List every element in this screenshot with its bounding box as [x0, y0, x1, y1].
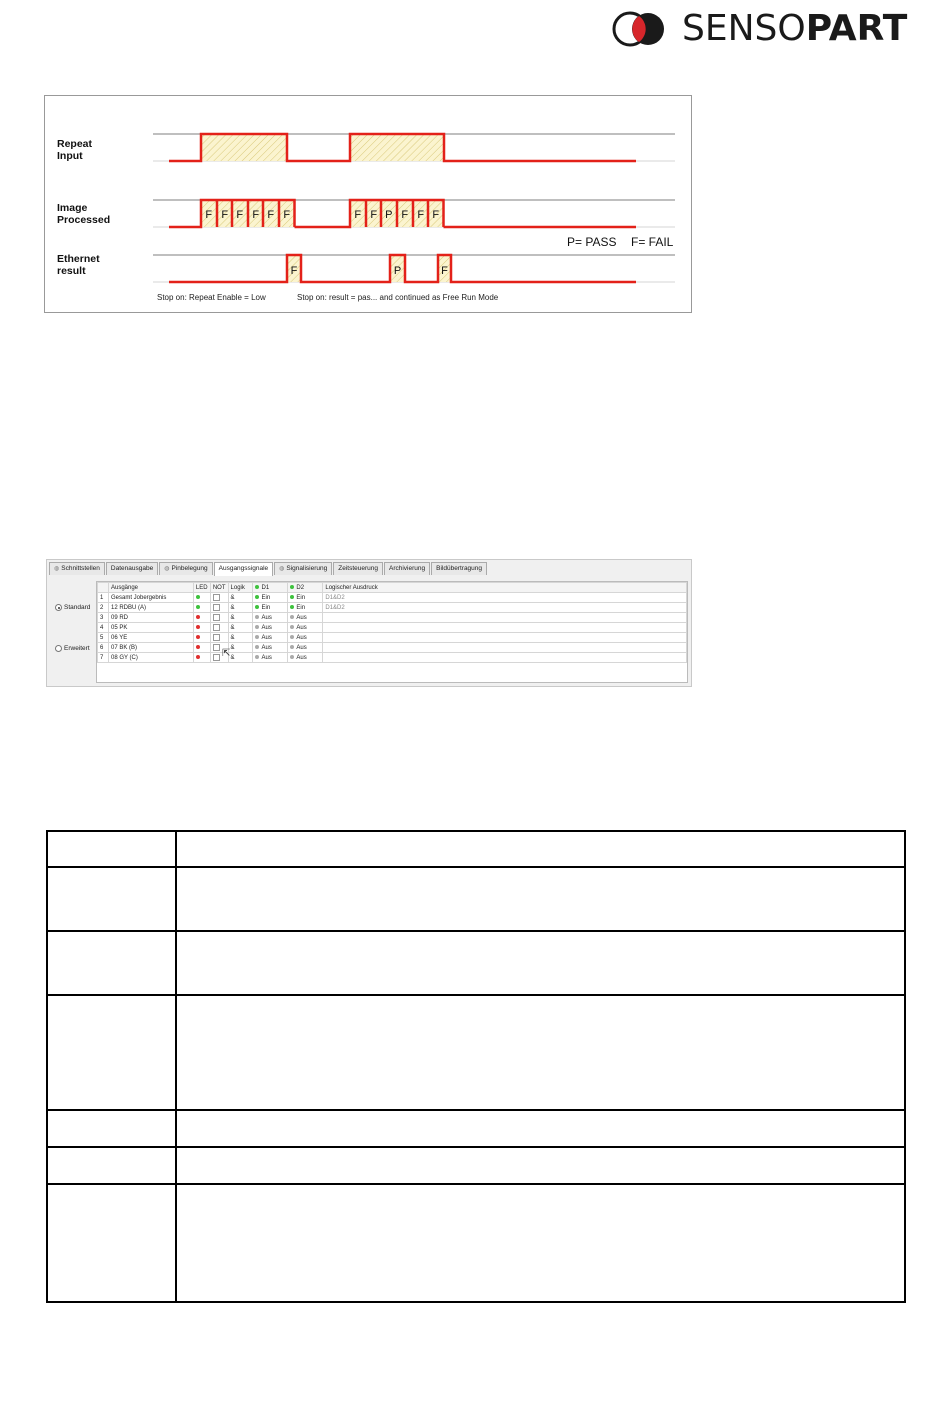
- image-result-label: F: [252, 209, 260, 221]
- not-checkbox[interactable]: [213, 644, 220, 651]
- output-signals-screenshot: [46, 559, 692, 687]
- status-dot-icon: [255, 585, 259, 589]
- d2-value: Aus: [296, 654, 307, 661]
- table-cell: [47, 831, 176, 867]
- row-number: 3: [98, 613, 109, 623]
- timing-svg: [45, 96, 691, 312]
- header-expression: Logischer Ausdruck: [323, 583, 687, 593]
- table-cell: [176, 867, 905, 931]
- row-label-line: Ethernet: [57, 253, 100, 265]
- d1-value: Aus: [261, 634, 272, 641]
- led-indicator-icon: [196, 595, 200, 599]
- mode-label: Erweitert: [64, 645, 90, 653]
- table-cell: [47, 1110, 176, 1147]
- d2-cell[interactable]: [288, 623, 323, 633]
- logo-wordmark-bold: PART: [805, 8, 908, 49]
- d1-cell[interactable]: [253, 633, 288, 643]
- tab-bar: [49, 562, 488, 576]
- header-not: NOT: [210, 583, 228, 593]
- repeat-active-region: [201, 134, 287, 161]
- row-label-image-processed: [57, 202, 110, 226]
- header-outputs: Ausgänge: [108, 583, 193, 593]
- output-name: 08 GY (C): [108, 653, 193, 663]
- header-led: LED: [193, 583, 210, 593]
- output-name: 07 BK (B): [108, 643, 193, 653]
- d1-cell[interactable]: [253, 623, 288, 633]
- not-cell: [210, 613, 228, 623]
- tab-label: Pinbelegung: [171, 565, 208, 572]
- tab-label: Schnittstellen: [61, 565, 100, 572]
- led-indicator-icon: [196, 625, 200, 629]
- status-dot-icon: [255, 635, 259, 639]
- image-result-label: F: [354, 209, 362, 221]
- grid-header-row: [98, 583, 687, 593]
- d2-value: Ein: [296, 604, 306, 611]
- tab-label: Ausgangssignale: [218, 565, 269, 572]
- grid-body: [98, 593, 687, 663]
- image-result-label: F: [401, 209, 409, 221]
- logic-cell[interactable]: &: [228, 593, 253, 603]
- image-result-label: F: [221, 209, 229, 221]
- image-result-label: P: [385, 209, 393, 221]
- header-logic: Logik: [228, 583, 253, 593]
- header-d1: [253, 583, 288, 593]
- table-row: [47, 831, 905, 867]
- mode-label: Standard: [64, 604, 91, 612]
- expression-cell[interactable]: [323, 613, 687, 623]
- status-dot-icon: [255, 625, 259, 629]
- table-cell: [47, 1184, 176, 1302]
- header-d2: [288, 583, 323, 593]
- image-result-label: F: [432, 209, 440, 221]
- led-indicator-icon: [196, 635, 200, 639]
- led-indicator-icon: [196, 605, 200, 609]
- output-name: Gesamt Jobergebnis: [108, 593, 193, 603]
- globe-icon: ◍: [54, 566, 60, 572]
- status-dot-icon: [290, 625, 294, 629]
- not-cell: [210, 603, 228, 613]
- table-row[interactable]: [98, 613, 687, 623]
- table-row[interactable]: [98, 633, 687, 643]
- led-cell: [193, 643, 210, 653]
- led-indicator-icon: [196, 645, 200, 649]
- table-row[interactable]: [98, 603, 687, 613]
- legend-pass: P= PASS: [567, 235, 617, 249]
- row-number: 5: [98, 633, 109, 643]
- led-cell: [193, 633, 210, 643]
- logo-mark-icon: [612, 10, 668, 48]
- row-label-ethernet-result: [57, 253, 100, 277]
- d2-cell[interactable]: [288, 643, 323, 653]
- led-cell: [193, 613, 210, 623]
- logo-wordmark: [682, 9, 907, 49]
- led-cell: [193, 593, 210, 603]
- image-result-label: F: [236, 209, 244, 221]
- status-dot-icon: [290, 585, 294, 589]
- expression-cell[interactable]: [323, 653, 687, 663]
- logic-cell[interactable]: &: [228, 653, 253, 663]
- row-number: 6: [98, 643, 109, 653]
- table-cell: [176, 931, 905, 995]
- note-stop-repeat: Stop on: Repeat Enable = Low: [157, 293, 266, 302]
- status-dot-icon: [290, 635, 294, 639]
- row-number: 1: [98, 593, 109, 603]
- tab-label: Bildübertragung: [436, 565, 483, 572]
- d1-value: Ein: [261, 594, 271, 601]
- d1-value: Aus: [261, 644, 272, 651]
- tab-label: Archivierung: [388, 565, 426, 572]
- status-dot-icon: [255, 645, 259, 649]
- tab-label: Zeitsteuerung: [338, 565, 378, 572]
- table-cell: [47, 867, 176, 931]
- not-cell: [210, 623, 228, 633]
- not-checkbox[interactable]: [213, 624, 220, 631]
- table-row[interactable]: [98, 593, 687, 603]
- image-result-label: F: [205, 209, 213, 221]
- header-d2-label: D2: [296, 584, 305, 591]
- row-label-line: Image: [57, 202, 88, 214]
- status-dot-icon: [290, 615, 294, 619]
- table-cell: [176, 1184, 905, 1302]
- d2-value: Aus: [296, 634, 307, 641]
- logic-cell[interactable]: &: [228, 623, 253, 633]
- logic-cell[interactable]: &: [228, 643, 253, 653]
- d1-cell[interactable]: [253, 603, 288, 613]
- table-cell: [176, 1110, 905, 1147]
- d1-value: Aus: [261, 614, 272, 621]
- row-label-line: Processed: [57, 214, 111, 226]
- repeat-active-region: [350, 134, 444, 161]
- image-result-label: F: [283, 209, 291, 221]
- d2-value: Aus: [296, 614, 307, 621]
- table-cell: [176, 1147, 905, 1184]
- status-dot-icon: [290, 595, 294, 599]
- globe-icon: ◍: [279, 566, 285, 572]
- not-checkbox[interactable]: [213, 634, 220, 641]
- not-checkbox[interactable]: [213, 604, 220, 611]
- image-result-label: F: [417, 209, 425, 221]
- not-checkbox[interactable]: [213, 654, 220, 661]
- output-name: 12 RDBU (A): [108, 603, 193, 613]
- not-checkbox[interactable]: [213, 594, 220, 601]
- row-label-line: Input: [57, 150, 83, 162]
- output-name: 06 YE: [108, 633, 193, 643]
- header-num: [98, 583, 109, 593]
- ethernet-result-label: P: [393, 265, 402, 277]
- not-checkbox[interactable]: [213, 614, 220, 621]
- row-number: 2: [98, 603, 109, 613]
- d2-cell[interactable]: [288, 653, 323, 663]
- radio-icon: [55, 645, 62, 652]
- expression-cell[interactable]: [323, 643, 687, 653]
- mode-extended[interactable]: [55, 645, 90, 652]
- d1-cell[interactable]: [253, 593, 288, 603]
- ethernet-result-label: F: [441, 265, 448, 277]
- led-indicator-icon: [196, 655, 200, 659]
- sensopart-logo: [608, 8, 908, 50]
- d1-cell[interactable]: [253, 613, 288, 623]
- tab-zeitsteuerung[interactable]: [333, 562, 383, 575]
- legend-fail: F= FAIL: [631, 235, 674, 249]
- d1-value: Aus: [261, 654, 272, 661]
- table-cell: [47, 1147, 176, 1184]
- d1-cell[interactable]: [253, 653, 288, 663]
- expression-cell[interactable]: D1&D2: [323, 593, 687, 603]
- table-row: [47, 1147, 905, 1184]
- led-indicator-icon: [196, 615, 200, 619]
- header-d1-label: D1: [261, 584, 270, 591]
- logic-cell[interactable]: &: [228, 613, 253, 623]
- expression-cell[interactable]: D1&D2: [323, 603, 687, 613]
- led-cell: [193, 653, 210, 663]
- tab-ausgangssignale[interactable]: [214, 562, 274, 576]
- tab-signalisierung[interactable]: [274, 562, 332, 575]
- tab-archivierung[interactable]: [384, 562, 430, 575]
- d2-value: Aus: [296, 644, 307, 651]
- table-cell: [176, 831, 905, 867]
- expression-cell[interactable]: [323, 623, 687, 633]
- description-table: [46, 830, 906, 1303]
- status-dot-icon: [290, 655, 294, 659]
- logo-wordmark-thin: SENSO: [682, 8, 806, 49]
- led-cell: [193, 603, 210, 613]
- d1-cell[interactable]: [253, 643, 288, 653]
- radio-icon: [55, 604, 62, 611]
- table-cell: [47, 995, 176, 1110]
- logic-cell[interactable]: &: [228, 633, 253, 643]
- led-cell: [193, 623, 210, 633]
- mouse-cursor-icon: ⇱: [222, 648, 231, 659]
- image-result-label: F: [370, 209, 378, 221]
- table-row: [47, 931, 905, 995]
- status-dot-icon: [290, 605, 294, 609]
- d2-cell[interactable]: [288, 593, 323, 603]
- row-label-line: Repeat: [57, 138, 93, 150]
- table-cell: [176, 995, 905, 1110]
- table-row[interactable]: [98, 623, 687, 633]
- output-name: 05 PK: [108, 623, 193, 633]
- tab-label: Signalisierung: [286, 565, 328, 572]
- d2-value: Aus: [296, 624, 307, 631]
- table-row: [47, 867, 905, 931]
- row-number: 4: [98, 623, 109, 633]
- ethernet-result-label: F: [290, 265, 298, 277]
- status-dot-icon: [255, 615, 259, 619]
- table-row: [47, 995, 905, 1110]
- tab-schnittstellen[interactable]: [49, 562, 105, 575]
- table-cell: [47, 931, 176, 995]
- expression-cell[interactable]: [323, 633, 687, 643]
- row-label-repeat-input: [57, 138, 92, 162]
- not-cell: [210, 633, 228, 643]
- d1-value: Aus: [261, 624, 272, 631]
- d1-value: Ein: [261, 604, 271, 611]
- outputs-grid: [96, 581, 688, 683]
- tab-label: Datenausgabe: [110, 565, 154, 572]
- timing-diagram: [44, 95, 692, 313]
- globe-icon: ◍: [164, 566, 170, 572]
- tab-pinbelegung[interactable]: [159, 562, 212, 575]
- row-label-line: result: [57, 265, 86, 277]
- image-result-label: F: [267, 209, 275, 221]
- status-dot-icon: [255, 655, 259, 659]
- output-name: 09 RD: [108, 613, 193, 623]
- row-number: 7: [98, 653, 109, 663]
- status-dot-icon: [255, 595, 259, 599]
- logic-cell[interactable]: &: [228, 603, 253, 613]
- table-row: [47, 1184, 905, 1302]
- tab-datenausgabe[interactable]: [106, 562, 158, 575]
- table-row[interactable]: [98, 653, 687, 663]
- mode-standard[interactable]: [55, 604, 90, 611]
- tab-bilduebertragung[interactable]: [431, 562, 487, 575]
- table-row: [47, 1110, 905, 1147]
- d2-cell[interactable]: [288, 613, 323, 623]
- note-stop-result: Stop on: result = pas... and continued as Free Run Mode: [297, 293, 499, 302]
- status-dot-icon: [255, 605, 259, 609]
- table-row[interactable]: [98, 643, 687, 653]
- status-dot-icon: [290, 645, 294, 649]
- not-cell: [210, 593, 228, 603]
- d2-cell[interactable]: [288, 633, 323, 643]
- d2-value: Ein: [296, 594, 306, 601]
- d2-cell[interactable]: [288, 603, 323, 613]
